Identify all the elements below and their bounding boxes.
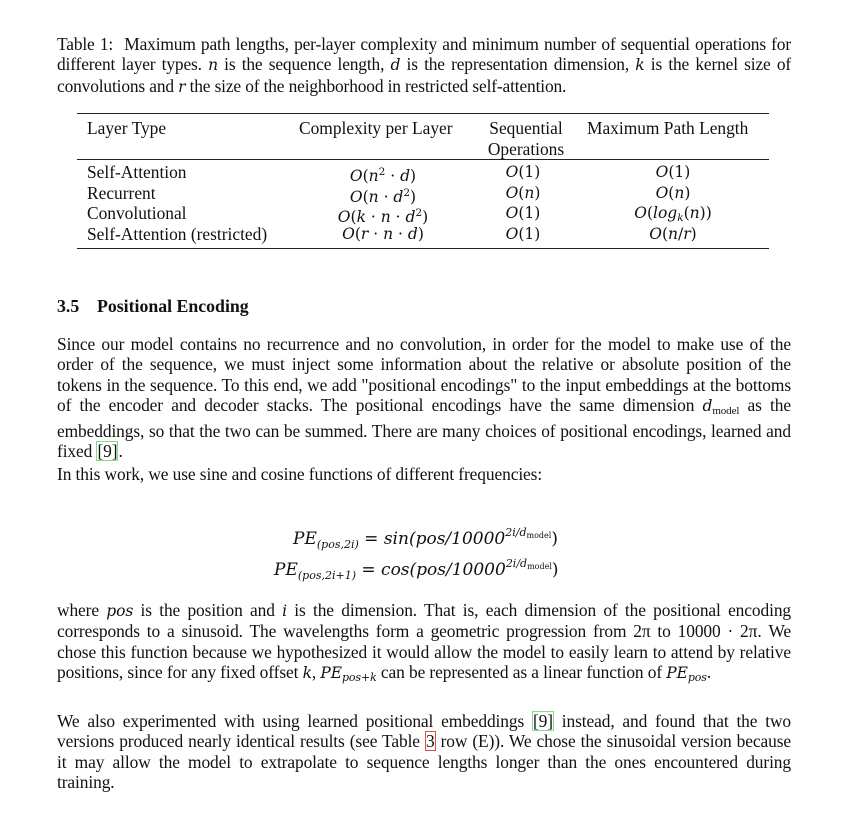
layer-type-cell: Recurrent (87, 182, 156, 203)
sequential-cell: O(1) (505, 204, 541, 222)
paragraph: Since our model contains no recurrence and no convolution, in order for the model to make use of the order of the sequence, we must inject some information about the relative or absolute position of the tokens in the sequence. To this end, we add "positional encodings" to the input embeddings at the bottoms of the encoder and decoder stacks. The positional encodings have the same dimension dmodel as the embeddings, so that the two can be summed. There are many choices of positional encodings, learned and fixed [9]. (57, 334, 791, 462)
section-number: 3.5 (57, 296, 80, 316)
sequential-cell: O(1) (505, 224, 541, 243)
layer-type-cell: Convolutional (87, 203, 187, 223)
paragraph: where pos is the position and i is the dimension. That is, each dimension of the positional encoding corresponds to a sinusoid. The wavelengths form a geometric progression from 2π to 10000 · 2π. We chose this function because we hypothesized it would allow the model to easily learn to attend by relative positions, since for any fixed offset k, $PE_{pos+k}$ can be represented as a linear function of $PE_{pos}$. (57, 600, 792, 684)
table-bottom-rule (77, 248, 769, 249)
citation-link[interactable]: [9] (97, 441, 118, 462)
table-caption: Table 1: Maximum path lengths, per-layer complexity and minimum number of sequential operations for different layer types. n is the sequence length, d is the representation dimension, k is the kernel size of convolutions and r the size of the neighborhood in restricted self-attention. (57, 34, 792, 96)
header-layer-type: Layer Type (87, 118, 167, 138)
max-path-cell: $O(\log_k(n))$ (634, 204, 712, 224)
sequential-cell: O(1) (505, 163, 541, 181)
citation-link[interactable]: [9] (532, 711, 553, 731)
header-sequential: Sequential Operations (487, 118, 565, 159)
max-path-cell: O(n/r) (649, 224, 697, 243)
paragraph: We also experimented with using learned positional embeddings [9] instead, and found that the two versions produced nearly identical results (see Table 3 row (E)). We chose the sinusoidal version because it may allow the model to extrapolate to sequence lengths longer than the ones encountered during training. (57, 711, 791, 792)
table-reference-link[interactable]: 3 (425, 731, 435, 752)
complexity-cell: $O(k \cdot n \cdot d^2)$ (337, 207, 429, 226)
header-complexity: Complexity per Layer (299, 118, 453, 138)
max-path-cell: O(1) (655, 163, 691, 181)
complexity-cell: O(r · n · d) (342, 224, 424, 243)
section-heading (57, 296, 249, 317)
layer-type-cell: Self-Attention (87, 162, 187, 182)
table-header-rule (77, 159, 769, 160)
layer-type-cell: Self-Attention (restricted) (87, 223, 268, 244)
header-max-path: Maximum Path Length (587, 118, 749, 138)
equation-sin: $PE_{(pos,2i)} = \sin(pos/10000^{2i/d_{model}})$ (293, 526, 558, 551)
table-top-rule (77, 113, 769, 114)
table-row (77, 203, 769, 224)
paragraph: In this work, we use sine and cosine functions of different frequencies: (57, 464, 543, 484)
sequential-cell: O(n) (505, 183, 541, 202)
complexity-cell: $O(n^2 \cdot d)$ (349, 166, 417, 185)
section-title: Positional Encoding (97, 296, 249, 316)
max-path-cell: O(n) (655, 183, 691, 202)
table-row (77, 183, 769, 204)
equation-cos: $PE_{(pos,2i+1)} = \cos(pos/10000^{2i/d_{model}})$ (274, 557, 559, 582)
table-row (77, 224, 769, 245)
table-row (77, 162, 769, 183)
complexity-cell: $O(n \cdot d^2)$ (349, 186, 417, 206)
table-label: Table 1: (57, 34, 114, 54)
